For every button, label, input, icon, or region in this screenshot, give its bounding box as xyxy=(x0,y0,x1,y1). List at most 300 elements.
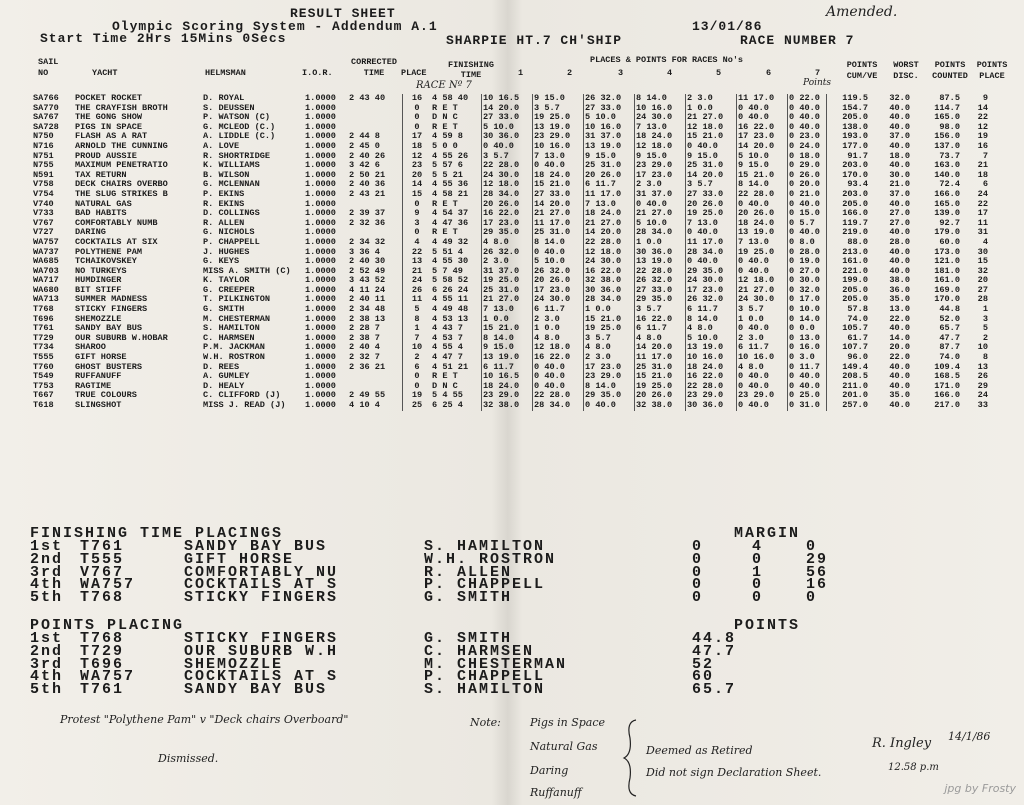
cell-sail-no: WA717 xyxy=(33,275,59,286)
cell-yacht: SHEMOZZLE xyxy=(75,313,122,324)
cell-yacht: HUMDINGER xyxy=(75,275,122,286)
cell-race-2: 16 22.0 xyxy=(533,353,584,363)
cell-race-3: 19 25.0 xyxy=(584,324,635,334)
summary-cell: STICKY FINGERS xyxy=(184,589,339,607)
cell-race-2: 27 33.0 xyxy=(533,190,584,200)
cell-race-7: 0 18.0 xyxy=(788,152,827,162)
cell-worst-disc: 40.0 xyxy=(889,380,910,391)
cell-worst-disc: 40.0 xyxy=(889,198,910,209)
cell-corrected-time: 3 36 4 xyxy=(349,246,380,257)
list-item xyxy=(30,671,796,684)
cell-race-2: 25 31.0 xyxy=(533,228,584,238)
cell-race-3: 15 21.0 xyxy=(584,315,635,325)
cell-worst-disc: 40.0 xyxy=(889,323,910,334)
summary-cell: 29 xyxy=(806,550,829,568)
cell-points-place: 31 xyxy=(977,227,988,238)
cell-race-5: 18 24.0 xyxy=(686,363,737,373)
cell-race-5: 5 10.0 xyxy=(686,334,737,344)
cell-race-4: 22 28.0 xyxy=(635,267,686,277)
cell-race-3: 1 0.0 xyxy=(584,305,635,315)
cell-worst-disc: 40.0 xyxy=(889,265,910,276)
summary-cell: T729 xyxy=(80,642,125,660)
cell-points-place: 33 xyxy=(977,400,988,410)
cell-race-4: 10 16.0 xyxy=(635,104,686,114)
cell-worst-disc: 27.0 xyxy=(889,208,910,219)
cell-finishing-time: 4 53 13 xyxy=(431,315,482,325)
cell-corrected-time: 2 36 21 xyxy=(349,361,386,372)
summary-cell: S. HAMILTON xyxy=(424,538,546,555)
summary-cell: G. SMITH xyxy=(424,589,513,607)
cell-points-place: 21 xyxy=(977,160,988,171)
cell-points-counted: 114.7 xyxy=(934,102,960,113)
cell-worst-disc: 18.0 xyxy=(889,150,910,161)
cell-points-counted: 137.0 xyxy=(934,140,960,151)
cell-helmsman: S. HAMILTON xyxy=(203,323,260,334)
cell-finishing-time: D N C xyxy=(431,113,482,123)
cell-helmsman: D. HEALY xyxy=(203,380,245,391)
cell-finishing-time: 5 58 52 xyxy=(431,276,482,286)
cell-ior: 1.0000 xyxy=(305,284,336,295)
cell-race-7: 0 19.0 xyxy=(788,257,827,267)
cell-sail-no: T734 xyxy=(33,342,54,353)
cell-race-4: 17 23.0 xyxy=(635,171,686,181)
cell-points-place: 24 xyxy=(977,390,988,401)
cell-corrected-time: 2 38 7 xyxy=(349,332,380,343)
cell-place: 19 xyxy=(403,391,432,401)
cell-helmsman: G. NICHOLS xyxy=(203,227,255,238)
cell-race-7: 0 11.7 xyxy=(788,363,827,373)
cell-points-place: 26 xyxy=(977,371,988,382)
cell-race-1: 3 5.7 xyxy=(482,152,533,162)
summary-cell: C. HARMSEN xyxy=(424,642,535,660)
cell-points-counted: 74.0 xyxy=(939,352,960,363)
cell-race-6: 0 40.0 xyxy=(737,382,788,392)
cell-points-cum: 119.7 xyxy=(842,217,868,228)
cell-points-place: 10 xyxy=(977,342,988,353)
cell-ior: 1.0000 xyxy=(305,246,336,257)
cell-place: 24 xyxy=(403,276,432,286)
cell-points-place: 13 xyxy=(977,361,988,372)
cell-points-counted: 166.0 xyxy=(934,390,960,401)
cell-ior: 1.0000 xyxy=(305,275,336,286)
cell-worst-disc: 40.0 xyxy=(889,227,910,238)
cell-race-7: 0 14.0 xyxy=(788,315,827,325)
cell-race-7: 0 17.0 xyxy=(788,295,827,305)
cell-race-1: 0 40.0 xyxy=(482,142,533,152)
cell-points-cum: 170.0 xyxy=(842,169,868,180)
col-points-place: POINTS PLACE xyxy=(976,60,1008,81)
cell-race-5: 28 34.0 xyxy=(686,248,737,258)
cell-points-place: 1 xyxy=(982,304,988,315)
col-corrected-time: CORRECTED TIME xyxy=(351,57,397,78)
cell-race-1: 30 36.0 xyxy=(482,132,533,142)
cell-race-7: 0 40.0 xyxy=(788,372,827,382)
results-table xyxy=(32,94,989,411)
cell-race-6: 20 26.0 xyxy=(737,209,788,219)
cell-points-counted: 109.4 xyxy=(934,361,960,372)
cell-ior: 1.0000 xyxy=(305,313,336,324)
cell-race-2: 8 14.0 xyxy=(533,238,584,248)
cell-place: 0 xyxy=(403,372,432,382)
cell-finishing-time: R E T xyxy=(431,104,482,114)
cell-race-1: 13 19.0 xyxy=(482,353,533,363)
cell-ior: 1.0000 xyxy=(305,332,336,343)
cell-helmsman: P. EKINS xyxy=(203,188,245,199)
cell-race-3: 25 31.0 xyxy=(584,161,635,171)
cell-place: 21 xyxy=(403,267,432,277)
cell-finishing-time: 6 26 24 xyxy=(431,286,482,296)
summary-cell: T768 xyxy=(80,589,125,607)
cell-points-place: 30 xyxy=(977,246,988,257)
cell-points-place: 14 xyxy=(977,102,988,113)
summary-cell: COCKTAILS AT S xyxy=(184,668,339,686)
points-label: POINTS xyxy=(734,617,801,634)
cell-points-place: 19 xyxy=(977,131,988,142)
cell-helmsman: D. REES xyxy=(203,361,240,372)
cell-race-6: 0 40.0 xyxy=(737,372,788,382)
cell-points-place: 28 xyxy=(977,294,988,305)
cell-points-cum: 93.4 xyxy=(847,179,868,190)
col-sail-no: SAIL NO xyxy=(38,57,59,78)
cell-helmsman: A. LOVE xyxy=(203,140,240,151)
cell-race-3: 26 32.0 xyxy=(584,94,635,104)
cell-worst-disc: 20.0 xyxy=(889,342,910,353)
cell-sail-no: N755 xyxy=(33,160,54,171)
cell-race-6: 0 40.0 xyxy=(737,104,788,114)
cell-race-1: 29 35.0 xyxy=(482,228,533,238)
cell-finishing-time: 5 0 0 xyxy=(431,142,482,152)
cell-race-6: 0 40.0 xyxy=(737,200,788,210)
cell-points-place: 15 xyxy=(977,256,988,267)
cell-race-3: 24 30.0 xyxy=(584,257,635,267)
cell-race-6: 13 19.0 xyxy=(737,228,788,238)
cell-race-4: 30 36.0 xyxy=(635,248,686,258)
cell-race-4: 9 15.0 xyxy=(635,152,686,162)
cell-corrected-time: 2 34 48 xyxy=(349,304,386,315)
cell-race-2: 11 17.0 xyxy=(533,219,584,229)
cell-points-cum: 161.0 xyxy=(842,256,868,267)
cell-helmsman: G. MCLENNAN xyxy=(203,179,260,190)
cell-helmsman: R. ALLEN xyxy=(203,217,245,228)
cell-race-5: 6 11.7 xyxy=(686,305,737,315)
cell-finishing-time: 4 51 21 xyxy=(431,363,482,373)
cell-yacht: COMFORTABLY NUMB xyxy=(75,217,158,228)
cell-finishing-time: 5 5 21 xyxy=(431,171,482,181)
cell-race-3: 27 33.0 xyxy=(584,104,635,114)
cell-race-7: 0 10.0 xyxy=(788,305,827,315)
summary-cell: S. HAMILTON xyxy=(424,681,546,699)
cell-ior: 1.0000 xyxy=(305,390,336,401)
cell-finishing-time: 5 7 49 xyxy=(431,267,482,277)
cell-sail-no: V727 xyxy=(33,227,54,238)
watermark: jpg by Frosty xyxy=(944,782,1016,795)
cell-race-5: 25 31.0 xyxy=(686,161,737,171)
cell-race-6: 17 23.0 xyxy=(737,132,788,142)
cell-points-cum: 138.0 xyxy=(842,121,868,132)
cell-ior: 1.0000 xyxy=(305,160,336,171)
did-not-sign-note: Did not sign Declaration Sheet. xyxy=(646,766,822,779)
cell-place: 11 xyxy=(403,295,432,305)
summary-cell: STICKY FINGERS xyxy=(184,630,339,647)
cell-helmsman: T. PILKINGTON xyxy=(203,294,271,305)
cell-place: 14 xyxy=(403,180,432,190)
cell-points-counted: 165.0 xyxy=(934,198,960,209)
cell-sail-no: SA766 xyxy=(33,93,59,103)
cell-race-7: 0 32.0 xyxy=(788,286,827,296)
cell-race-3: 32 38.0 xyxy=(584,276,635,286)
cell-ior: 1.0000 xyxy=(305,294,336,305)
cell-ior: 1.0000 xyxy=(305,352,336,363)
cell-worst-disc: 22.0 xyxy=(889,352,910,363)
cell-points-place: 11 xyxy=(977,217,988,228)
cell-points-place: 7 xyxy=(982,150,988,161)
summary-cell: 5th xyxy=(30,681,64,699)
cell-race-2: 3 5.7 xyxy=(533,104,584,114)
cell-race-1: 18 24.0 xyxy=(482,382,533,392)
cell-race-3: 3 5.7 xyxy=(584,334,635,344)
cell-finishing-time: 4 58 40 xyxy=(431,94,482,104)
cell-sail-no: T760 xyxy=(33,361,54,372)
cell-race-1: 20 26.0 xyxy=(482,200,533,210)
cell-place: 0 xyxy=(403,123,432,133)
cell-worst-disc: 40.0 xyxy=(889,102,910,113)
cell-points-cum: 105.7 xyxy=(842,323,868,334)
cell-points-place: 12 xyxy=(977,121,988,132)
cell-yacht: MAXIMUM PENETRATIO xyxy=(75,160,168,171)
cell-race-3: 10 16.0 xyxy=(584,123,635,133)
cell-sail-no: T753 xyxy=(33,380,54,391)
cell-helmsman: W.H. ROSTRON xyxy=(203,352,265,363)
col-yacht: YACHT xyxy=(92,68,118,78)
cell-corrected-time: 4 10 4 xyxy=(349,400,380,410)
cell-points-place: 18 xyxy=(977,169,988,180)
col-race-5: 5 xyxy=(716,68,722,78)
cell-race-2: 26 32.0 xyxy=(533,267,584,277)
cell-race-7: 0 40.0 xyxy=(788,382,827,392)
race-number: RACE NUMBER 7 xyxy=(740,33,855,48)
cell-points-counted: 44.8 xyxy=(939,304,960,315)
cell-worst-disc: 40.0 xyxy=(889,112,910,123)
cell-race-6: 6 11.7 xyxy=(737,343,788,353)
cell-finishing-time: 4 49 32 xyxy=(431,238,482,248)
cell-race-7: 0 27.0 xyxy=(788,267,827,277)
brace-icon xyxy=(622,718,642,798)
cell-race-7: 0 23.0 xyxy=(788,132,827,142)
cell-race-7: 0 24.0 xyxy=(788,142,827,152)
cell-corrected-time xyxy=(348,113,403,123)
cell-race-3: 14 20.0 xyxy=(584,228,635,238)
summary-cell: V767 xyxy=(80,563,125,581)
cell-corrected-time: 2 50 21 xyxy=(349,169,386,180)
summary-cell: W.H. ROSTRON xyxy=(424,550,557,568)
cell-race-3: 11 17.0 xyxy=(584,190,635,200)
cell-ior: 1.0000 xyxy=(305,361,336,372)
cell-sail-no: N591 xyxy=(33,169,54,180)
summary-cell: G. SMITH xyxy=(424,630,513,647)
cell-worst-disc: 35.0 xyxy=(889,294,910,305)
cell-worst-disc: 37.0 xyxy=(889,188,910,199)
cell-helmsman: M. CHESTERMAN xyxy=(203,313,271,324)
cell-race-4: 29 35.0 xyxy=(635,295,686,305)
cell-race-7: 0 31.0 xyxy=(788,401,827,411)
cell-race-2: 4 8.0 xyxy=(533,334,584,344)
cell-race-4: 24 30.0 xyxy=(635,113,686,123)
cell-points-cum: 91.7 xyxy=(847,150,868,161)
cell-ior: 1.0000 xyxy=(305,179,336,190)
summary-cell: T761 xyxy=(80,538,125,555)
cell-race-4: 11 17.0 xyxy=(635,353,686,363)
cell-race-3: 2 3.0 xyxy=(584,353,635,363)
dismissed-note: Dismissed. xyxy=(158,752,219,765)
cell-worst-disc: 27.0 xyxy=(889,217,910,228)
cell-points-counted: 173.0 xyxy=(934,246,960,257)
cell-points-place: 22 xyxy=(977,112,988,123)
note-boat-2: Natural Gas xyxy=(530,740,598,753)
cell-points-counted: 161.0 xyxy=(934,275,960,286)
cell-race-4: 20 26.0 xyxy=(635,391,686,401)
cell-race-7: 0 40.0 xyxy=(788,228,827,238)
summary-cell: COMFORTABLY NU xyxy=(184,563,339,581)
cell-points-cum: 203.0 xyxy=(842,160,868,171)
note-boat-1: Pigs in Space xyxy=(530,716,606,729)
cell-points-cum: 219.0 xyxy=(842,227,868,238)
cell-race-5: 14 20.0 xyxy=(686,171,737,181)
cell-race-6: 3 5.7 xyxy=(737,305,788,315)
cell-helmsman: P. CHAPPELL xyxy=(203,236,260,247)
cell-yacht: PIGS IN SPACE xyxy=(75,121,143,132)
cell-corrected-time: 2 40 30 xyxy=(349,256,386,267)
cell-race-7: 0 25.0 xyxy=(788,391,827,401)
col-race-7: 7 xyxy=(815,68,821,78)
cell-race-2: 0 40.0 xyxy=(533,372,584,382)
cell-points-cum: 221.0 xyxy=(842,265,868,276)
cell-race-7: 0 20.0 xyxy=(788,180,827,190)
summary-cell: 60 xyxy=(692,668,715,686)
summary-cell: 1st xyxy=(30,538,64,555)
cell-race-6: 16 22.0 xyxy=(737,123,788,133)
cell-ior: 1.0000 xyxy=(305,169,336,180)
cell-ior: 1.0000 xyxy=(305,188,336,199)
cell-worst-disc: 40.0 xyxy=(889,121,910,132)
points-placing-title: POINTS PLACING xyxy=(30,617,185,634)
cell-race-5: 3 5.7 xyxy=(686,180,737,190)
cell-race-3: 5 10.0 xyxy=(584,113,635,123)
cell-points-counted: 87.7 xyxy=(939,342,960,353)
cell-race-2: 1 0.0 xyxy=(533,324,584,334)
cell-corrected-time: 2 32 36 xyxy=(349,217,386,228)
summary-cell: 2nd xyxy=(30,642,64,660)
cell-race-5: 0 40.0 xyxy=(686,142,737,152)
cell-race-1: 28 34.0 xyxy=(482,190,533,200)
cell-finishing-time: 4 55 26 xyxy=(431,152,482,162)
cell-race-3: 22 28.0 xyxy=(584,238,635,248)
cell-race-4: 2 3.0 xyxy=(635,180,686,190)
summary-cell: P. CHAPPELL xyxy=(424,668,546,686)
note-boat-3: Daring xyxy=(530,764,569,777)
signature-time: 12.58 p.m xyxy=(888,762,939,773)
cell-ior: 1.0000 xyxy=(305,217,336,228)
summary-cell: P. CHAPPELL xyxy=(424,576,546,594)
cell-points-counted: 140.0 xyxy=(934,169,960,180)
cell-points-cum: 193.0 xyxy=(842,131,868,142)
cell-ior: 1.0000 xyxy=(305,140,336,151)
cell-finishing-time: 6 25 4 xyxy=(431,401,482,411)
cell-yacht: SANDY BAY BUS xyxy=(75,323,143,334)
cell-worst-disc: 40.0 xyxy=(889,246,910,257)
cell-finishing-time: 4 59 8 xyxy=(431,132,482,142)
cell-points-cum: 257.0 xyxy=(842,400,868,410)
cell-place: 17 xyxy=(403,132,432,142)
race-no-handwritten: RACE Nº 7 xyxy=(416,80,472,91)
cell-race-5: 9 15.0 xyxy=(686,152,737,162)
cell-yacht: PROUD AUSSIE xyxy=(75,150,137,161)
cell-race-7: 0 40.0 xyxy=(788,200,827,210)
cell-finishing-time: 4 49 48 xyxy=(431,305,482,315)
cell-race-4: 6 11.7 xyxy=(635,324,686,334)
cell-sail-no: T667 xyxy=(33,390,54,401)
cell-points-counted: 47.7 xyxy=(939,332,960,343)
col-helmsman: HELMSMAN xyxy=(205,68,246,78)
cell-race-4: 14 20.0 xyxy=(635,343,686,353)
cell-race-6: 19 25.0 xyxy=(737,248,788,258)
cell-ior: 1.0000 xyxy=(305,227,336,238)
cell-race-2: 0 40.0 xyxy=(533,363,584,373)
cell-sail-no: T696 xyxy=(33,313,54,324)
cell-points-cum: 74.0 xyxy=(847,313,868,324)
cell-corrected-time: 2 52 49 xyxy=(349,265,386,276)
cell-race-4: 8 14.0 xyxy=(635,94,686,104)
cell-points-cum: 61.7 xyxy=(847,332,868,343)
amended-handwritten-note: Amended. xyxy=(826,4,898,20)
cell-place: 0 xyxy=(403,104,432,114)
cell-corrected-time: 2 45 0 xyxy=(349,140,380,151)
cell-worst-disc: 14.0 xyxy=(889,332,910,343)
cell-race-7: 0 28.0 xyxy=(788,248,827,258)
cell-race-6: 9 15.0 xyxy=(737,161,788,171)
cell-corrected-time: 2 40 36 xyxy=(349,179,386,190)
cell-yacht: GHOST BUSTERS xyxy=(75,361,143,372)
cell-race-7: 0 3.0 xyxy=(788,353,827,363)
cell-sail-no: V733 xyxy=(33,208,54,219)
cell-points-cum: 205.0 xyxy=(842,284,868,295)
cell-points-cum: 205.0 xyxy=(842,112,868,123)
cell-points-place: 8 xyxy=(982,352,988,363)
signature-date: 14/1/86 xyxy=(948,730,991,743)
cell-worst-disc: 37.0 xyxy=(889,131,910,142)
cell-race-4: 31 37.0 xyxy=(635,190,686,200)
cell-place: 0 xyxy=(403,382,432,392)
cell-race-3: 0 40.0 xyxy=(584,401,635,411)
cell-worst-disc: 13.0 xyxy=(889,304,910,315)
summary-cell: 4th xyxy=(30,668,64,686)
cell-sail-no: T618 xyxy=(33,400,54,410)
cell-race-3: 30 36.0 xyxy=(584,286,635,296)
cell-points-place: 17 xyxy=(977,208,988,219)
cell-race-2: 5 10.0 xyxy=(533,257,584,267)
cell-ior: 1.0000 xyxy=(305,380,336,391)
cell-place: 26 xyxy=(403,286,432,296)
cell-helmsman: C. HARMSEN xyxy=(203,332,255,343)
cell-sail-no: T555 xyxy=(33,352,54,363)
table-row xyxy=(32,228,989,238)
cell-yacht: THE CRAYFISH BROTH xyxy=(75,102,168,113)
summary-cell: 47.7 xyxy=(692,642,737,660)
col-worst-disc: WORST DISC. xyxy=(893,60,919,81)
cell-place: 7 xyxy=(403,334,432,344)
cell-ior: 1.0000 xyxy=(305,93,336,103)
col-race-6: 6 xyxy=(766,68,772,78)
cell-finishing-time: 4 47 36 xyxy=(431,219,482,229)
